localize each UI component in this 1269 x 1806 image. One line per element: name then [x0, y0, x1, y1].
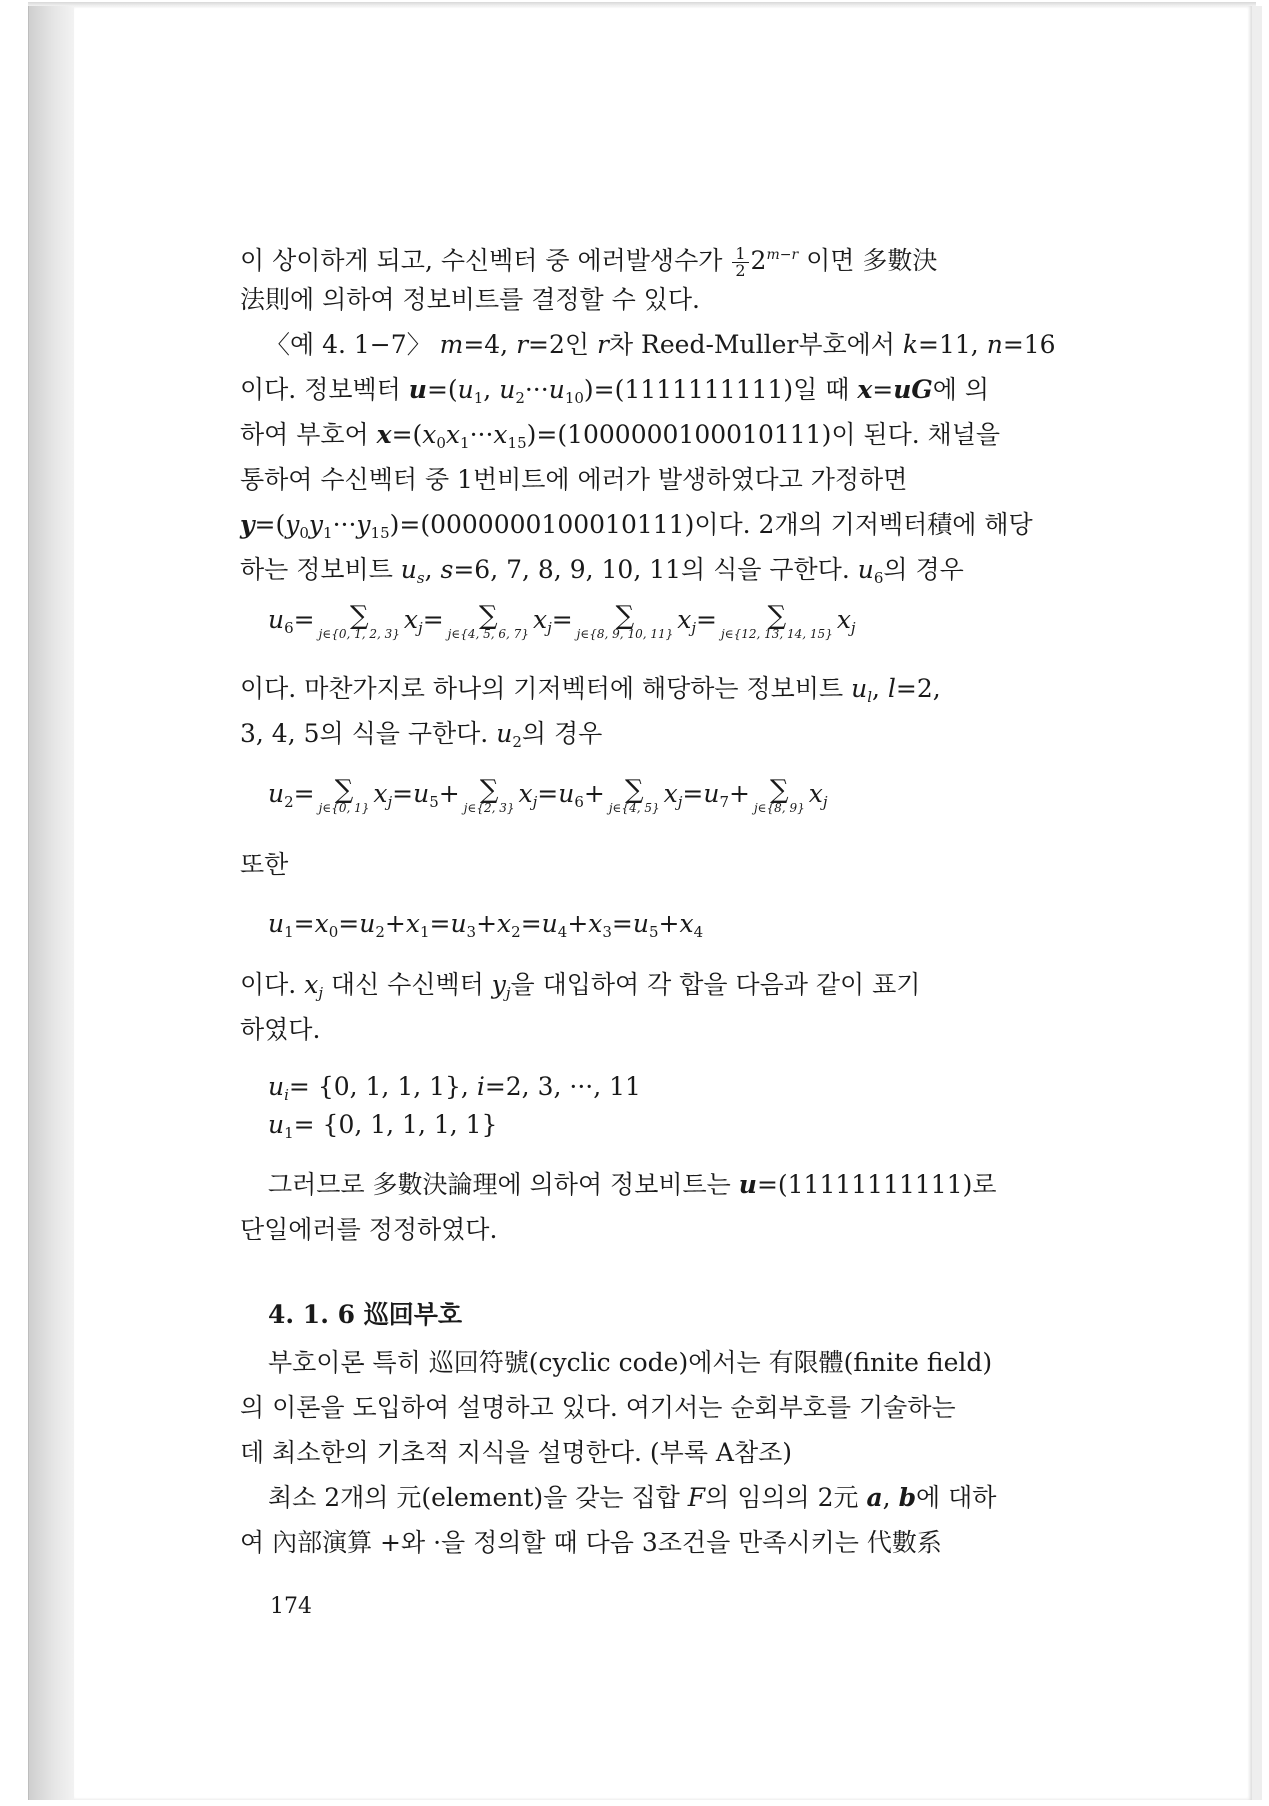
text-line-19: 최소 2개의 元(element)을 갖는 집합 F의 임의의 2元 a, b에 대하 [268, 1483, 997, 1512]
summation-1: ∑ j∈{0, 1, 2, 3} [318, 600, 400, 641]
section-heading: 4. 1. 6 巡回부호 [268, 1300, 463, 1329]
page-number: 174 [270, 1594, 312, 1619]
summation-5: ∑ j∈{0, 1} [318, 774, 370, 815]
text-line-7: $y=(y_0y_1\cdot\cdot\cdot y_{15})=(0000000100010111)$이다. 2개의 기저벡터積에 해당 [240, 510, 1033, 542]
text-line-12: 이다. $x_j$ 대신 수신벡터 $y_j$을 대입하여 각 합을 다음과 같이 표기 [240, 970, 921, 1002]
text-line-13: 하였다. [240, 1015, 321, 1044]
book-spine-edge [28, 6, 75, 1800]
summation-8: ∑ j∈{8, 9} [753, 774, 805, 815]
text-line-15: 단일에러를 정정하였다. [240, 1215, 498, 1244]
summation-2: ∑ j∈{4, 5, 6, 7} [447, 600, 529, 641]
summation-4: ∑ j∈{12, 13, 14, 15} [720, 600, 833, 641]
formula-u2: $u_2=$ ∑ j∈{0, 1} $x_j=u_5+$ ∑ j∈{2, 3} $x_j=u_6+$ ∑ j∈{4, 5} $x_j=u_7+$ ∑ j∈{8, 9} $x_j$ [268, 774, 828, 815]
summation-7: ∑ j∈{4, 5} [608, 774, 660, 815]
text-line-14: 그러므로 多數決論理에 의하여 정보비트는 u=(11111111111)로 [268, 1170, 997, 1199]
text-line-18: 데 최소한의 기초적 지식을 설명한다. (부록 A참조) [240, 1438, 793, 1467]
text-line-9: 이다. 마찬가지로 하나의 기저벡터에 해당하는 정보비트 $u_l$, l=2, [240, 674, 941, 706]
text-line-16: 부호이론 특히 巡回符號(cyclic code)에서는 有限體(finite field) [268, 1348, 993, 1377]
formula-u1: $u_1=x_0=u_2+x_1=u_3+x_2=u_4+x_3=u_5+x_4$ [268, 909, 704, 941]
text-line-17: 의 이론을 도입하여 설명하고 있다. 여기서는 순회부호를 기술하는 [240, 1393, 956, 1422]
text-line-6: 통하여 수신벡터 중 1번비트에 에러가 발생하였다고 가정하면 [240, 465, 908, 494]
text-line-8: 하는 정보비트 $u_s$, s=6, 7, 8, 9, 10, 11의 식을 구한다. $u_6$의 경우 [240, 555, 964, 587]
text-line-20: 여 內部演算 +와 ·을 정의할 때 다음 3조건을 만족시키는 代數系 [240, 1528, 942, 1557]
summation-6: ∑ j∈{2, 3} [463, 774, 515, 815]
formula-u1-set: $u_1= \{0$, 1, 1, 1, 1} [268, 1110, 498, 1142]
text-line-11: 또한 [240, 850, 289, 879]
fraction-half: $\frac{1}{2}$ [732, 246, 748, 279]
formula-u6: $u_6=$ ∑ j∈{0, 1, 2, 3} $x_j=$ ∑ j∈{4, 5, 6, 7} $x_j=$ ∑ j∈{8, 9, 10, 11} $x_j=$ ∑ j∈{12, 13, 14, 15} $x_j$ [268, 600, 856, 641]
formula-ui: $u_i= \{0$, 1, 1, 1}, i=2, 3, ···, 11 [268, 1072, 641, 1104]
example-header: 〈예 4. 1−7〉 m=4, r=2인 r차 Reed-Muller부호에서 k=11, n=16 [265, 330, 1056, 359]
text-line-10: 3, 4, 5의 식을 구한다. $u_2$의 경우 [240, 719, 603, 751]
text-line-2: 法則에 의하여 정보비트를 결정할 수 있다. [240, 285, 700, 314]
text-line-1: 이 상이하게 되고, 수신벡터 중 에러발생수가 $\frac{1}{2}$ $2^{m-r}$ 이면 多數決 [240, 244, 938, 280]
text-line-4: 이다. 정보벡터 $u=(u_1$, $u_2\cdot\cdot\cdot u_{10})=(1111111111)$일 때 x=uG에 의 [240, 375, 990, 407]
text-line-5: 하여 부호어 $x=(x_0x_1\cdot\cdot\cdot x_{15})=(1000000100010111)$이 된다. 채널을 [240, 420, 1001, 452]
summation-3: ∑ j∈{8, 9, 10, 11} [576, 600, 674, 641]
